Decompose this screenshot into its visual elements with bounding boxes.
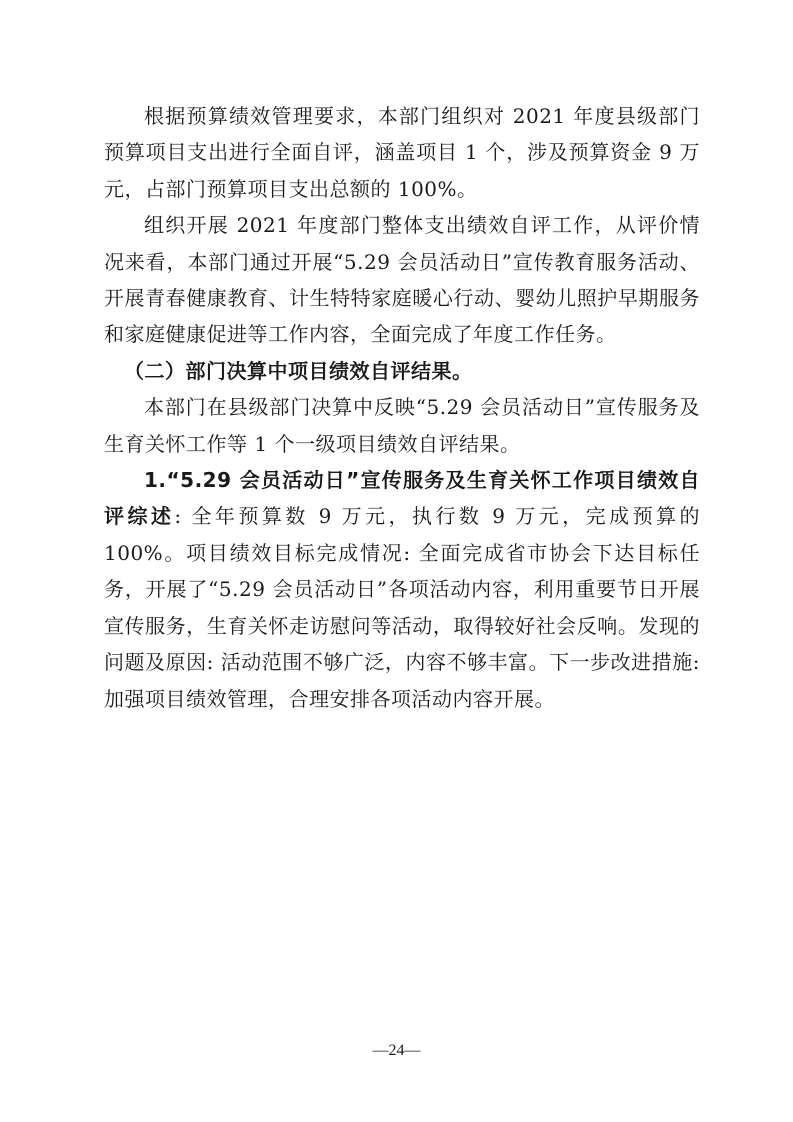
paragraph-overall-expenditure: 组织开展 2021 年度部门整体支出绩效自评工作，从评价情况来看，本部门通过开展“5.29 会员活动日”宣传教育服务活动、开展青春健康教育、计生特特家庭暖心行动、婴幼儿照护早期服务和家庭健康促进等工作内容，全面完成了年度工作任务。 xyxy=(104,213,700,347)
paragraph-budget-self-evaluation: 根据预算绩效管理要求，本部门组织对 2021 年度县级部门预算项目支出进行全面自评，涵盖项目 1 个，涉及预算资金 9 万元，占部门预算项目支出总额的 100%。 xyxy=(104,104,700,201)
project-summary-heading: 1.“5.29 会员活动日”宣传服务及生育关怀工作项目绩效自评综述 xyxy=(104,468,700,529)
project-summary-text: : 全年预算数 9 万元，执行数 9 万元，完成预算的 100%。项目绩效目标完成情况: 全面完成省市协会下达目标任务，开展了“5.29 会员活动日”各项活动内容，利用重要节日开展宣传服务，生育关怀走访慰问等活动，取得较好社会反响。发现的问题及原因: 活动范围不够广泛，内容不够丰富。下一步改进措施: 加强项目绩效管理，合理安排各项活动内容开展。 xyxy=(104,504,700,711)
paragraph-project-summary xyxy=(104,462,700,717)
section-heading-project-results: （二）部门决算中项目绩效自评结果。 xyxy=(124,358,473,383)
paragraph-final-accounts: 本部门在县级部门决算中反映“5.29 会员活动日”宣传服务及生育关怀工作等 1 个一级项目绩效自评结果。 xyxy=(104,395,700,456)
document-body xyxy=(104,98,700,717)
page-number: —24— xyxy=(372,1042,421,1059)
